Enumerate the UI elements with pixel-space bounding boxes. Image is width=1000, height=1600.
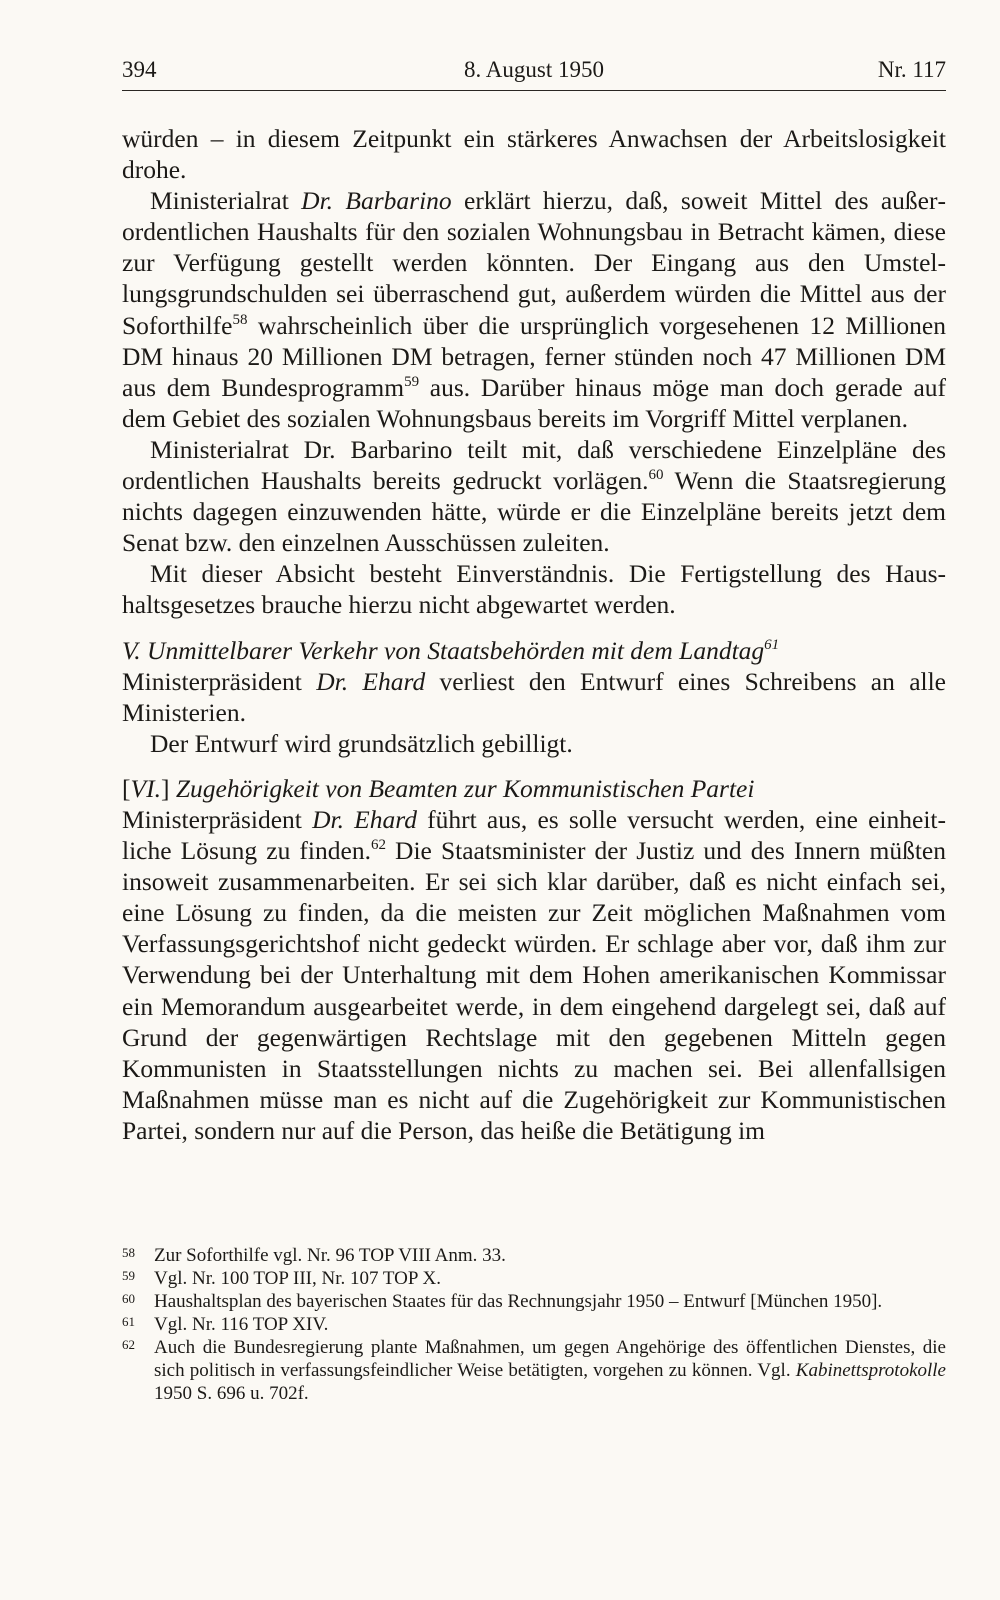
footnote-number: 59	[122, 1268, 135, 1283]
section-heading-v: V. Unmittelbarer Verkehr von Staatsbehörden mit dem Landtag$^{61}$	[122, 635, 780, 665]
footnote-59: 59 Vgl. Nr. 100 TOP III, Nr. 107 TOP X.	[122, 1268, 441, 1289]
footnote-60: 60 Haushaltsplan des bayerischen Staates für das Rechnungsjahr 1950 – Entwurf [München 1950].	[122, 1291, 883, 1312]
footnote-61: 61 Vgl. Nr. 116 TOP XIV.	[122, 1314, 329, 1335]
footnote-ref-61[interactable]: 61	[764, 636, 780, 653]
footnote-number: 62	[122, 1337, 135, 1352]
footnote-number: 60	[122, 1291, 135, 1306]
footnote-number: 61	[122, 1314, 135, 1329]
speaker-name: Dr. Ehard	[312, 804, 417, 834]
source-title: Kabinettsprotokolle	[795, 1360, 946, 1381]
paragraph-approval: Der Entwurf wird grundsätzlich gebilligt.	[150, 728, 573, 758]
section-heading-vi: [VI.] Zugehörigkeit von Beamten zur Kommunistischen Partei	[122, 773, 755, 803]
running-header	[122, 54, 946, 86]
header-rule	[122, 90, 946, 91]
book-page	[122, 0, 946, 1600]
footnote-ref-59[interactable]: 59	[404, 373, 420, 390]
main-text	[122, 123, 946, 1146]
speaker-name: Dr. Ehard	[316, 666, 426, 696]
paragraph-agreement: Mit dieser Absicht besteht Einverständnis. Die Fertigstellung des Haushaltsgesetzes brauche hierzu nicht abgewartet werden.	[122, 559, 946, 620]
page-number: 394	[122, 57, 157, 82]
footnote-62: 62 Auch die Bundesregierung plante Maßnahmen, um gegen Angehörige des öffentlichen Dienstes, die sich politisch in verfassungsfeindlicher Weise betätigten, vorgehen zu können. Vgl. Kabinettsprotokolle 1950 S. 696 u. 702f.	[122, 1337, 946, 1404]
paragraph-ehard-communists: Ministerpräsident Dr. Ehard führt aus, es solle versucht werden, eine einheitliche Lösung zu finden.$^{62}$ Die Staatsminister der Justiz und des Innern müßten insoweit zusammenarbeiten. Er sei sich klar darüber, daß es nicht einfach sei, eine Lösung zu finden, da die meisten zur Zeit möglichen Maßnahmen vom Verfassungsgerichtshof nicht gedeckt würden. Er schlage aber vor, daß ihm zur Verwendung bei der Unterhaltung mit dem Hohen amerikanischen Kommissar ein Memorandum ausgearbeitet werde, in dem eingehend dargelegt sei, daß auf Grund der gegenwärtigen Rechtslage mit den gegebenen Mitteln gegen Kommunisten in Staatsstellungen nichts zu machen sei. Bei allenfallsigen Maßnahmen müsse man es nicht auf die Zugehörigkeit zur Kommunistischen Partei, sondern nur auf die Person, das heiße die Betätigung im	[122, 804, 946, 1145]
paragraph-barbarino-budget: Ministerialrat Dr. Barbarino teilt mit, daß verschiedene Einzelpläne des ordentlichen Haushalts bereits gedruckt vorlägen.$^{60}$ Wenn die Staatsregierung nichts dagegen einzuwenden hätte, würde er die Einzelpläne bereits jetzt dem Senat bzw. den einzelnen Ausschüssen zuleiten.	[122, 434, 946, 558]
footnote-ref-60[interactable]: 60	[648, 467, 664, 484]
paragraph-barbarino-statement: Ministerialrat Dr. Barbarino erklärt hierzu, daß, soweit Mittel des außerordentlichen Haushalts für den sozialen Wohnungsbau in Betracht kämen, diese zur Verfügung gestellt werden könnten. Der Eingang aus den Umstellungsgrundschulden sei überraschend gut, außerdem würden die Mittel aus der Soforthilfe$^{58}$ wahrscheinlich über die ursprünglich vorgesehenen 12 Millionen DM hinaus 20 Millionen DM betragen, ferner stünden noch 47 Millionen DM aus dem Bundesprogramm$^{59}$ aus. Darüber hinaus möge man doch gerade auf dem Gebiet des sozialen Wohnungsbaus bereits im Vorgriff Mittel verplanen.	[122, 186, 946, 433]
footnote-number: 58	[122, 1245, 135, 1260]
footnote-ref-58[interactable]: 58	[232, 311, 248, 328]
footnote-ref-62[interactable]: 62	[370, 837, 386, 854]
paragraph-continuation: würden – in diesem Zeitpunkt ein stärkeres Anwachsen der Arbeitslosigkeit drohe.	[122, 124, 946, 185]
footnote-58: 58 Zur Soforthilfe vgl. Nr. 96 TOP VIII Anm. 33.	[122, 1245, 506, 1266]
speaker-name: Dr. Barbarino	[301, 186, 452, 216]
paragraph-ehard-draft: Ministerpräsident Dr. Ehard verliest den Entwurf eines Schreibens an alle Ministerien.	[122, 666, 946, 727]
document-number: Nr. 117	[877, 57, 946, 82]
header-date: 8. August 1950	[464, 57, 604, 82]
footnotes	[122, 1244, 946, 1405]
